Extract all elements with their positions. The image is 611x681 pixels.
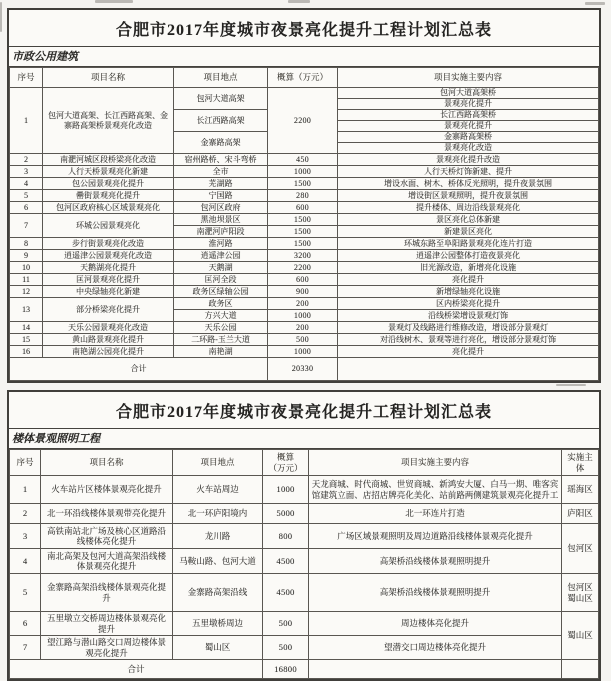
project-location: 方兴大道 bbox=[174, 310, 268, 322]
project-estimate: 4500 bbox=[263, 574, 309, 612]
row-no: 12 bbox=[10, 286, 43, 298]
project-content: 环城东路至阜阳路景观亮化连片打造 bbox=[338, 238, 599, 250]
project-content: 人行天桥灯饰新建、提升 bbox=[338, 166, 599, 178]
scan-artifact bbox=[585, 2, 605, 5]
table-row bbox=[10, 636, 599, 660]
project-name: 火车站片区楼体景观亮化提升 bbox=[41, 476, 173, 504]
row-no: 7 bbox=[10, 636, 41, 660]
project-location: 龙川路 bbox=[173, 524, 263, 549]
table-building-lighting-projects bbox=[7, 390, 601, 681]
project-name: 步行街景观亮化改造 bbox=[43, 238, 174, 250]
col-header-name: 项目名称 bbox=[41, 450, 173, 476]
table-row bbox=[10, 346, 599, 358]
table-row bbox=[10, 549, 599, 574]
project-location: 包河大道高架 bbox=[174, 88, 268, 110]
scan-artifact bbox=[95, 0, 133, 3]
project-content: 周边楼体亮化提升 bbox=[309, 612, 562, 636]
table1-grid bbox=[9, 67, 599, 381]
total-estimate: 20330 bbox=[268, 358, 338, 381]
project-estimate: 1000 bbox=[268, 346, 338, 358]
project-name: 人行天桥景观亮化新建 bbox=[43, 166, 174, 178]
row-no: 5 bbox=[10, 574, 41, 612]
row-no: 15 bbox=[10, 334, 43, 346]
project-name: 天乐公园景观亮化改造 bbox=[43, 322, 174, 334]
project-content: 金寨路高架桥 bbox=[338, 132, 599, 143]
col-header-estimate bbox=[263, 450, 309, 476]
district: 瑶海区 bbox=[562, 476, 599, 504]
project-location: 二环路-玉兰大道 bbox=[174, 334, 268, 346]
project-location: 包河区政府 bbox=[174, 202, 268, 214]
project-location: 逍遥津公园 bbox=[174, 250, 268, 262]
total-empty-cell bbox=[338, 358, 599, 381]
table2-header-row bbox=[10, 450, 599, 476]
table-row bbox=[10, 274, 599, 286]
project-content: 景观亮化提升改造 bbox=[338, 154, 599, 166]
project-name: 包公园景观亮化提升 bbox=[43, 178, 174, 190]
project-name: 北一环沿线楼体景观带亮化提升 bbox=[41, 504, 173, 524]
row-no: 2 bbox=[10, 154, 43, 166]
row-no: 8 bbox=[10, 238, 43, 250]
project-content: 提升楼体、周边沿线景观亮化 bbox=[338, 202, 599, 214]
scan-artifact bbox=[556, 384, 586, 386]
district bbox=[562, 574, 599, 612]
project-content: 对沿线树木、景观等进行亮化，增设部分景观灯饰 bbox=[338, 334, 599, 346]
project-location: 政务区绿轴公园 bbox=[174, 286, 268, 298]
project-location: 匡河全段 bbox=[174, 274, 268, 286]
total-label: 合计 bbox=[10, 358, 268, 381]
project-content: 新建景区亮化 bbox=[338, 226, 599, 238]
table-row bbox=[10, 238, 599, 250]
table-row bbox=[10, 298, 599, 310]
project-content: 北一环连片打造 bbox=[309, 504, 562, 524]
project-estimate: 200 bbox=[268, 322, 338, 334]
district: 蜀山区 bbox=[562, 612, 599, 660]
project-estimate: 900 bbox=[268, 286, 338, 298]
row-no: 5 bbox=[10, 190, 43, 202]
project-estimate: 800 bbox=[263, 524, 309, 549]
scan-artifact bbox=[0, 2, 2, 32]
project-content: 旧光源改造，新增亮化设施 bbox=[338, 262, 599, 274]
row-no: 14 bbox=[10, 322, 43, 334]
scan-artifact bbox=[288, 0, 310, 3]
project-estimate: 1000 bbox=[263, 476, 309, 504]
col-header-estimate: 概算（万元） bbox=[268, 68, 338, 88]
table2-grid bbox=[9, 449, 599, 679]
project-content: 望潜交口周边楼体亮化提升 bbox=[309, 636, 562, 660]
project-location: 火车站周边 bbox=[173, 476, 263, 504]
project-estimate: 600 bbox=[268, 202, 338, 214]
row-no: 9 bbox=[10, 250, 43, 262]
table-row bbox=[10, 574, 599, 612]
project-location: 金寨路高架沿线 bbox=[173, 574, 263, 612]
project-estimate: 1500 bbox=[268, 214, 338, 226]
table-row bbox=[10, 214, 599, 226]
total-estimate: 16800 bbox=[263, 660, 309, 679]
col-header-location: 项目地点 bbox=[173, 450, 263, 476]
project-location: 淮河路 bbox=[174, 238, 268, 250]
table-row bbox=[10, 88, 599, 99]
total-empty-cell bbox=[562, 660, 599, 679]
project-location: 全市 bbox=[174, 166, 268, 178]
project-estimate: 1000 bbox=[268, 166, 338, 178]
table-row bbox=[10, 322, 599, 334]
project-name: 天鹅湖亮化提升 bbox=[43, 262, 174, 274]
table1-section-label: 市政公用建筑 bbox=[9, 47, 599, 67]
table-row bbox=[10, 178, 599, 190]
table-row bbox=[10, 524, 599, 549]
project-content: 广场区域景观照明及周边道路沿线楼体景观亮化提升 bbox=[309, 524, 562, 549]
project-estimate: 600 bbox=[268, 274, 338, 286]
row-no: 4 bbox=[10, 549, 41, 574]
row-no: 10 bbox=[10, 262, 43, 274]
table-row bbox=[10, 286, 599, 298]
project-location: 蜀山区 bbox=[173, 636, 263, 660]
project-content: 亮化提升 bbox=[338, 274, 599, 286]
project-content: 景观亮化改造 bbox=[338, 143, 599, 154]
table-municipal-projects bbox=[7, 8, 601, 383]
total-label: 合计 bbox=[10, 660, 263, 679]
table1-title: 合肥市2017年度城市夜景亮化提升工程计划汇总表 bbox=[9, 10, 599, 47]
project-location: 金寨路高架 bbox=[174, 132, 268, 154]
project-name: 环城公园景观亮化 bbox=[43, 214, 174, 238]
project-name: 望江路与潜山路交口周边楼体景观亮化提升 bbox=[41, 636, 173, 660]
project-name: 南北高架及包河大道高架沿线楼体景观亮化提升 bbox=[41, 549, 173, 574]
col-header-no: 序号 bbox=[10, 68, 43, 88]
row-no: 1 bbox=[10, 476, 41, 504]
row-no: 6 bbox=[10, 202, 43, 214]
district: 庐阳区 bbox=[562, 504, 599, 524]
project-estimate: 500 bbox=[263, 636, 309, 660]
row-no: 3 bbox=[10, 524, 41, 549]
col-header-location: 项目地点 bbox=[174, 68, 268, 88]
project-name: 南艳湖公园亮化提升 bbox=[43, 346, 174, 358]
table-row bbox=[10, 334, 599, 346]
table2-title: 合肥市2017年度城市夜景亮化提升工程计划汇总表 bbox=[9, 392, 599, 429]
project-content: 景观灯及线路进行维修改造，增设部分景观灯 bbox=[338, 322, 599, 334]
district: 包河区 bbox=[562, 524, 599, 574]
col-header-name: 项目名称 bbox=[43, 68, 174, 88]
row-no: 1 bbox=[10, 88, 43, 154]
table1-total-row bbox=[10, 358, 599, 381]
project-content: 亮化提升 bbox=[338, 346, 599, 358]
project-location: 南淝河庐阳段 bbox=[174, 226, 268, 238]
project-content: 增设街区景观照明，提升夜景氛围 bbox=[338, 190, 599, 202]
col-header-no: 序号 bbox=[10, 450, 41, 476]
project-name: 包河大道高架、长江西路高架、金寨路高架桥景观亮化改造 bbox=[43, 88, 174, 154]
project-location: 北一环庐阳境内 bbox=[173, 504, 263, 524]
project-name: 南淝河城区段桥梁亮化改造 bbox=[43, 154, 174, 166]
project-estimate: 200 bbox=[268, 298, 338, 310]
row-no: 3 bbox=[10, 166, 43, 178]
project-content: 天龙商城、时代商城、世贸商城、新鸿安大厦、白马一期、唯客宾馆建筑立面、店招店牌亮化美化、站前路两侧建筑景观亮化提升工 bbox=[309, 476, 562, 504]
project-estimate: 450 bbox=[268, 154, 338, 166]
project-name: 黄山路景观亮化提升 bbox=[43, 334, 174, 346]
project-content: 逍遥津公园整体打造夜景亮化 bbox=[338, 250, 599, 262]
project-location: 宁国路 bbox=[174, 190, 268, 202]
project-name: 逍遥津公园景观亮化改造 bbox=[43, 250, 174, 262]
project-content: 景观亮化提升 bbox=[338, 121, 599, 132]
table-row bbox=[10, 250, 599, 262]
project-content: 景观亮化提升 bbox=[338, 99, 599, 110]
project-estimate: 3200 bbox=[268, 250, 338, 262]
project-location: 芜湖路 bbox=[174, 178, 268, 190]
table1-header-row bbox=[10, 68, 599, 88]
table-row bbox=[10, 612, 599, 636]
project-estimate: 1500 bbox=[268, 226, 338, 238]
project-content: 高架桥沿线楼体景观照明提升 bbox=[309, 549, 562, 574]
district-line2: 蜀山区 bbox=[567, 592, 593, 603]
project-content: 增设水面、树木、桥体反光照明，提升夜景氛围 bbox=[338, 178, 599, 190]
project-estimate: 2200 bbox=[268, 262, 338, 274]
table2-section-label: 楼体景观照明工程 bbox=[9, 429, 599, 449]
row-no: 16 bbox=[10, 346, 43, 358]
project-content: 高架桥沿线楼体景观照明提升 bbox=[309, 574, 562, 612]
project-content: 区内桥梁亮化提升 bbox=[338, 298, 599, 310]
col-header-content: 项目实施主要内容 bbox=[309, 450, 562, 476]
row-no: 13 bbox=[10, 298, 43, 322]
district-line1: 包河区 bbox=[567, 582, 593, 593]
project-estimate: 5000 bbox=[263, 504, 309, 524]
table-row bbox=[10, 190, 599, 202]
project-name: 罍街景观亮化提升 bbox=[43, 190, 174, 202]
project-estimate: 500 bbox=[263, 612, 309, 636]
total-empty-cell bbox=[309, 660, 562, 679]
project-location: 天乐公园 bbox=[174, 322, 268, 334]
project-estimate: 1500 bbox=[268, 238, 338, 250]
estimate-header-line1: 概算 bbox=[276, 452, 294, 463]
table-row bbox=[10, 262, 599, 274]
project-estimate: 4500 bbox=[263, 549, 309, 574]
col-header-content: 项目实施主要内容 bbox=[338, 68, 599, 88]
project-location: 宿州路桥、宋斗弯桥 bbox=[174, 154, 268, 166]
row-no: 6 bbox=[10, 612, 41, 636]
row-no: 7 bbox=[10, 214, 43, 238]
table-row bbox=[10, 202, 599, 214]
project-name: 中央绿轴亮化新建 bbox=[43, 286, 174, 298]
table2-total-row bbox=[10, 660, 599, 679]
col-header-district: 实施主体 bbox=[562, 450, 599, 476]
table-row bbox=[10, 504, 599, 524]
project-name: 金寨路高架沿线楼体景观亮化提升 bbox=[41, 574, 173, 612]
project-estimate: 2200 bbox=[268, 88, 338, 154]
project-content: 景区亮化总体新建 bbox=[338, 214, 599, 226]
project-name: 包河区政府核心区域景观亮化 bbox=[43, 202, 174, 214]
project-content: 新增绿轴亮化设施 bbox=[338, 286, 599, 298]
project-content: 包河大道高架桥 bbox=[338, 88, 599, 99]
project-location: 政务区 bbox=[174, 298, 268, 310]
project-content: 长江西路高架桥 bbox=[338, 110, 599, 121]
project-estimate: 280 bbox=[268, 190, 338, 202]
project-estimate: 500 bbox=[268, 334, 338, 346]
project-name: 匡河景观亮化提升 bbox=[43, 274, 174, 286]
project-content: 沿线桥梁增设景观灯饰 bbox=[338, 310, 599, 322]
table-row bbox=[10, 166, 599, 178]
project-name: 部分桥梁亮化提升 bbox=[43, 298, 174, 322]
project-name: 高铁南站北广场及核心区道路沿线楼体亮化提升 bbox=[41, 524, 173, 549]
project-location: 马鞍山路、包河大道 bbox=[173, 549, 263, 574]
project-location: 长江西路高架 bbox=[174, 110, 268, 132]
row-no: 2 bbox=[10, 504, 41, 524]
project-estimate: 1000 bbox=[268, 310, 338, 322]
table-row bbox=[10, 154, 599, 166]
project-location: 南艳湖 bbox=[174, 346, 268, 358]
project-estimate: 1500 bbox=[268, 178, 338, 190]
estimate-header-line2: （万元） bbox=[268, 462, 303, 473]
table-row bbox=[10, 476, 599, 504]
row-no: 11 bbox=[10, 274, 43, 286]
project-location: 黑池坝景区 bbox=[174, 214, 268, 226]
project-location: 五里墩桥周边 bbox=[173, 612, 263, 636]
project-location: 天鹅湖 bbox=[174, 262, 268, 274]
project-name: 五里墩立交桥周边楼体景观亮化提升 bbox=[41, 612, 173, 636]
row-no: 4 bbox=[10, 178, 43, 190]
